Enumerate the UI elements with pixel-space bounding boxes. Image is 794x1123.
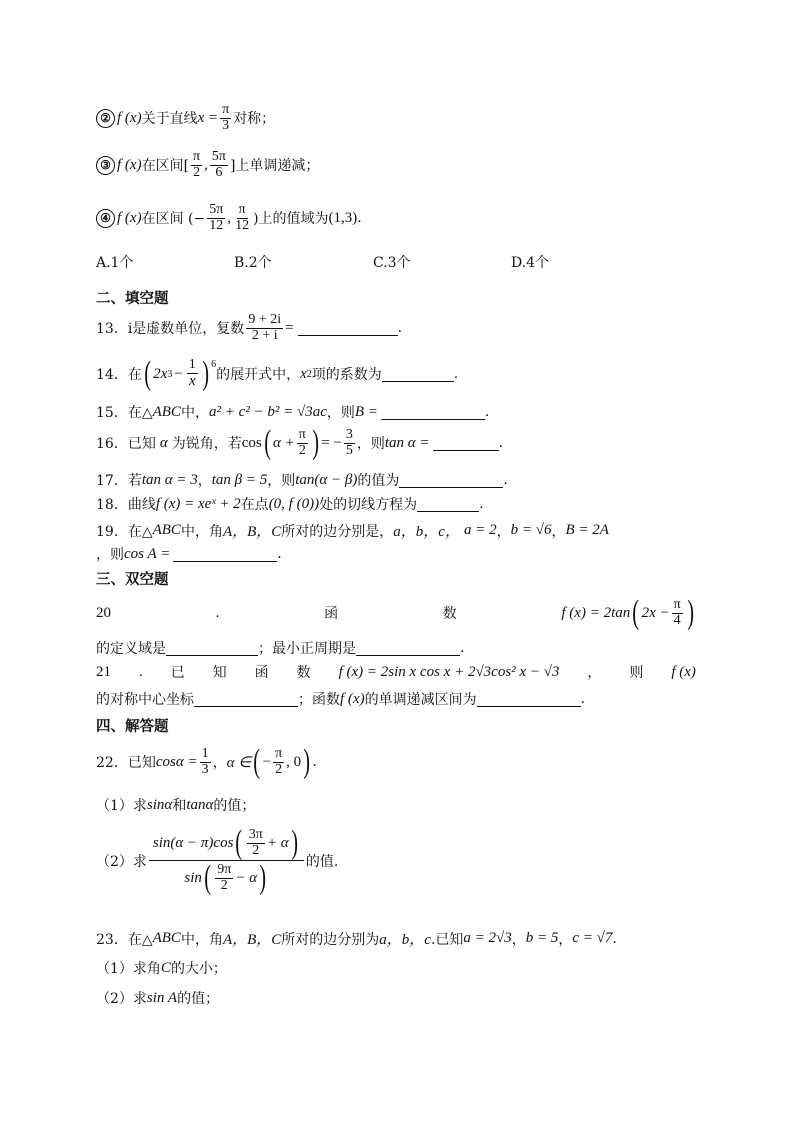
formula bbox=[561, 596, 696, 630]
text: . bbox=[312, 754, 317, 770]
paren-left: ( bbox=[144, 355, 151, 392]
text: ， bbox=[496, 523, 511, 540]
text: 的单调递减区间为 bbox=[364, 692, 477, 708]
denominator bbox=[180, 861, 272, 895]
question-23-part2 bbox=[96, 988, 219, 1008]
math: 2x bbox=[153, 365, 168, 382]
math: α ∈ bbox=[226, 754, 252, 771]
text: ， bbox=[587, 665, 602, 681]
answer-blank[interactable] bbox=[173, 547, 277, 562]
math: cos A = bbox=[124, 545, 171, 562]
paren-left: ( bbox=[263, 424, 271, 461]
math: B = 2A bbox=[565, 522, 609, 538]
math: sin A bbox=[146, 989, 178, 1006]
paren-right: ) bbox=[303, 743, 311, 780]
text: 则 bbox=[629, 665, 644, 681]
math: , 0 bbox=[286, 753, 302, 770]
math: 6 bbox=[211, 359, 217, 370]
answer-blank[interactable] bbox=[356, 641, 460, 656]
text: （1）求角 bbox=[96, 961, 161, 977]
label: 20 bbox=[96, 604, 111, 621]
math: f (x) bbox=[340, 690, 365, 707]
text: 在△ bbox=[127, 523, 153, 540]
answer-blank[interactable] bbox=[298, 321, 398, 336]
math: = − bbox=[321, 434, 342, 451]
text: 已 bbox=[170, 665, 185, 681]
paren-left: ( bbox=[235, 824, 243, 861]
label: 22． bbox=[96, 755, 128, 771]
question-20-line2 bbox=[96, 638, 464, 658]
fraction: $\frac{\pi}{3}$ bbox=[222, 102, 230, 133]
paren-right: ) bbox=[259, 859, 267, 896]
question-15 bbox=[96, 402, 489, 422]
math: a，b，c bbox=[379, 932, 431, 948]
text: 已知 bbox=[127, 436, 156, 452]
fraction: $\frac{9\pi}{2}$ bbox=[217, 861, 232, 893]
math: = bbox=[285, 319, 294, 336]
text: 的值； bbox=[177, 991, 220, 1007]
text: i是虚数单位，复数 bbox=[127, 321, 245, 338]
math: f (x) = 2tan bbox=[561, 604, 631, 621]
math: x = bbox=[197, 109, 219, 126]
label: 23． bbox=[96, 931, 128, 948]
text: 已知 bbox=[127, 755, 156, 771]
choice-a[interactable]: A.1个 bbox=[96, 255, 134, 271]
paren-right: ) bbox=[202, 355, 209, 392]
answer-blank[interactable] bbox=[194, 692, 298, 707]
text: ；最小正周期是 bbox=[258, 641, 356, 657]
text: 的值； bbox=[213, 798, 256, 814]
fraction: $\frac{\pi}{12}$ bbox=[235, 202, 250, 233]
question-18 bbox=[96, 494, 484, 514]
fraction: $\frac{5\pi}{12}$ bbox=[209, 202, 224, 233]
text: ，则 bbox=[267, 473, 296, 489]
circled-number: ③ bbox=[96, 156, 115, 175]
label: 18． bbox=[96, 497, 128, 513]
math: cos bbox=[241, 434, 262, 451]
big-fraction bbox=[149, 826, 304, 895]
math: b = √6 bbox=[510, 522, 552, 538]
choice-c[interactable]: C.3个 bbox=[373, 255, 411, 271]
math: tan α = 3 bbox=[141, 471, 198, 488]
text: . bbox=[498, 435, 503, 451]
question-23 bbox=[96, 928, 617, 949]
text: 在△ bbox=[127, 405, 153, 421]
text: . bbox=[397, 320, 403, 337]
text: ，则 bbox=[96, 547, 124, 563]
math: a² + c² − b² = √3ac bbox=[208, 403, 327, 420]
math: f (x) bbox=[117, 209, 142, 226]
math: A，B，C bbox=[222, 524, 282, 540]
answer-blank[interactable] bbox=[477, 692, 581, 707]
paren-left: ( bbox=[253, 743, 261, 780]
paren-right: ) bbox=[290, 824, 298, 861]
numerator bbox=[149, 826, 304, 861]
text: ]上单调递减； bbox=[229, 158, 320, 175]
text: )上的值域为 bbox=[253, 211, 329, 228]
text: 在 bbox=[127, 367, 142, 383]
math: B = bbox=[354, 403, 378, 420]
math: a，b，c， bbox=[393, 524, 460, 540]
statement-3 bbox=[96, 150, 319, 180]
math: α bbox=[159, 434, 168, 451]
math: cosα = bbox=[155, 753, 198, 770]
text: . bbox=[460, 640, 465, 656]
choice-b[interactable]: B.2个 bbox=[234, 255, 272, 271]
fraction: $\frac{9 + 2i}{2 + i}$ bbox=[248, 312, 282, 343]
text: 曲线 bbox=[127, 497, 156, 513]
text: . bbox=[138, 663, 143, 680]
fraction: $\frac{1}{x}$ bbox=[188, 357, 196, 389]
text: 数 bbox=[296, 665, 311, 681]
text: . bbox=[479, 496, 484, 512]
label: 17． bbox=[96, 473, 128, 489]
text: 为锐角，若 bbox=[171, 436, 242, 452]
circled-number: ② bbox=[96, 109, 115, 128]
math: 2x − bbox=[641, 604, 670, 621]
label: 21 bbox=[96, 663, 111, 680]
text: 中，角 bbox=[180, 523, 223, 540]
paren-right: ) bbox=[312, 424, 319, 461]
math: f (x) = 2sin x cos x + 2√3cos² x − √3 bbox=[338, 663, 560, 680]
text: ， bbox=[212, 755, 227, 771]
paren-left: ( bbox=[204, 859, 211, 896]
section-dual: 三、双空题 bbox=[96, 572, 169, 588]
math: (1,3) bbox=[328, 209, 358, 226]
answer-blank[interactable] bbox=[166, 641, 258, 656]
question-22 bbox=[96, 745, 317, 779]
math: (0, f (0)) bbox=[268, 495, 320, 512]
question-13 bbox=[96, 313, 402, 343]
text: 在点 bbox=[240, 497, 269, 513]
math: ABC bbox=[152, 930, 181, 946]
text: 中， bbox=[180, 405, 209, 421]
text: 项的系数为 bbox=[311, 367, 382, 383]
math: α + bbox=[273, 434, 295, 451]
math: ABC bbox=[152, 403, 181, 420]
question-21-line2 bbox=[96, 689, 585, 709]
math: f (x) bbox=[671, 663, 696, 680]
text: . bbox=[357, 210, 362, 227]
text: 在区间 (− bbox=[141, 211, 206, 228]
math: + α bbox=[266, 834, 289, 851]
math: f (x) bbox=[117, 109, 142, 126]
answer-blank[interactable] bbox=[433, 436, 499, 451]
label: 19． bbox=[96, 523, 128, 540]
math: 2 bbox=[306, 368, 312, 380]
answer-blank[interactable] bbox=[382, 367, 454, 382]
choice-d[interactable]: D.4个 bbox=[511, 255, 550, 271]
text: ，则 bbox=[326, 405, 355, 421]
text: . bbox=[215, 604, 220, 621]
math: A，B，C bbox=[222, 932, 282, 948]
math: f (x) = xeˣ + 2 bbox=[155, 495, 241, 512]
math: f (x) bbox=[117, 156, 142, 173]
math: − α bbox=[235, 869, 258, 886]
section-fill: 二、填空题 bbox=[96, 291, 169, 307]
text: （1）求 bbox=[96, 798, 147, 814]
text: 所对的边分别为 bbox=[281, 931, 380, 948]
text: 知 bbox=[212, 665, 227, 681]
text: ， bbox=[197, 473, 212, 489]
text: 函 bbox=[254, 665, 269, 681]
answer-blank[interactable] bbox=[381, 405, 485, 420]
fraction: $\frac{3\pi}{2}$ bbox=[248, 826, 263, 858]
question-19-line2 bbox=[96, 544, 282, 564]
math: tan(α − β) bbox=[295, 471, 358, 488]
question-23-part1 bbox=[96, 958, 227, 978]
answer-blank[interactable] bbox=[399, 473, 503, 488]
label: 15． bbox=[96, 405, 128, 421]
label: 16． bbox=[96, 436, 128, 452]
statement-2 bbox=[96, 103, 275, 133]
text: .已知 bbox=[430, 931, 464, 948]
text: （2）求 bbox=[96, 853, 147, 870]
fraction: $\frac{\pi}{2}$ bbox=[193, 149, 201, 180]
section-answer: 四、解答题 bbox=[96, 719, 169, 735]
math: sinα bbox=[146, 796, 173, 813]
label: 13． bbox=[96, 321, 128, 338]
text: 中，角 bbox=[180, 931, 223, 948]
text: . bbox=[612, 930, 617, 947]
label: 14． bbox=[96, 367, 128, 383]
question-16 bbox=[96, 426, 503, 460]
text: ， bbox=[558, 931, 573, 948]
fraction: $\frac{\pi}{4}$ bbox=[673, 596, 681, 628]
text: 的值. bbox=[305, 853, 339, 870]
text: . bbox=[484, 404, 490, 420]
math: x bbox=[300, 365, 307, 382]
math: tanα bbox=[186, 796, 214, 813]
text: . bbox=[503, 472, 508, 488]
text: 函 bbox=[324, 606, 339, 622]
fraction: $\frac{1}{3}$ bbox=[201, 745, 209, 777]
math: tan α = bbox=[384, 434, 430, 451]
circled-number: ④ bbox=[96, 209, 115, 228]
math: c = √7 bbox=[572, 930, 613, 946]
text: . bbox=[453, 366, 459, 382]
text: ，则 bbox=[356, 436, 385, 452]
text: . bbox=[277, 546, 282, 562]
text: ；函数 bbox=[298, 692, 340, 708]
fraction: $\frac{\pi}{2}$ bbox=[275, 745, 283, 777]
question-17 bbox=[96, 470, 508, 490]
text: ， bbox=[511, 931, 526, 948]
question-14 bbox=[96, 357, 458, 391]
math: a = 2√3 bbox=[463, 930, 512, 946]
text: 所对的边分别是， bbox=[281, 523, 394, 540]
text: 在区间[ bbox=[141, 158, 190, 175]
math: tan β = 5 bbox=[211, 471, 268, 488]
math: ABC bbox=[152, 522, 181, 538]
question-20 bbox=[96, 596, 696, 630]
text: 的定义域是 bbox=[96, 641, 166, 657]
question-19 bbox=[96, 520, 609, 541]
math: − bbox=[174, 365, 183, 382]
text: ， bbox=[551, 523, 566, 540]
text: 和 bbox=[172, 798, 187, 814]
text: 若 bbox=[127, 473, 142, 489]
text: , bbox=[227, 209, 232, 226]
text: , bbox=[204, 156, 208, 173]
answer-blank[interactable] bbox=[417, 497, 479, 512]
math: b = 5 bbox=[525, 930, 559, 946]
text: 处的切线方程为 bbox=[319, 497, 418, 513]
question-22-part2 bbox=[96, 826, 338, 895]
fraction: $\frac{5\pi}{6}$ bbox=[211, 149, 226, 180]
paren-right: ) bbox=[686, 594, 694, 631]
text: （2）求 bbox=[96, 991, 147, 1007]
question-22-part1 bbox=[96, 795, 255, 815]
paren-left: ( bbox=[632, 594, 640, 631]
statement-4 bbox=[96, 203, 362, 233]
text: 关于直线 bbox=[141, 111, 198, 128]
math: C bbox=[160, 959, 171, 976]
text: 的值为 bbox=[357, 473, 400, 489]
text: 的展开式中， bbox=[216, 367, 301, 383]
text: 对称； bbox=[233, 111, 276, 128]
math: 3 bbox=[167, 368, 173, 380]
text: 数 bbox=[442, 606, 457, 622]
question-21 bbox=[96, 662, 696, 682]
fraction: $\frac{3}{5}$ bbox=[345, 426, 353, 458]
math: − bbox=[262, 753, 272, 770]
math: sin(α − π)cos bbox=[152, 834, 234, 851]
text: . bbox=[580, 691, 586, 707]
text: 的大小； bbox=[170, 961, 227, 977]
text: 在△ bbox=[127, 931, 153, 948]
math: a = 2 bbox=[463, 522, 497, 538]
text: 的对称中心坐标 bbox=[96, 692, 194, 708]
fraction: $\frac{\pi}{2}$ bbox=[298, 426, 306, 458]
math: sin bbox=[184, 869, 202, 886]
